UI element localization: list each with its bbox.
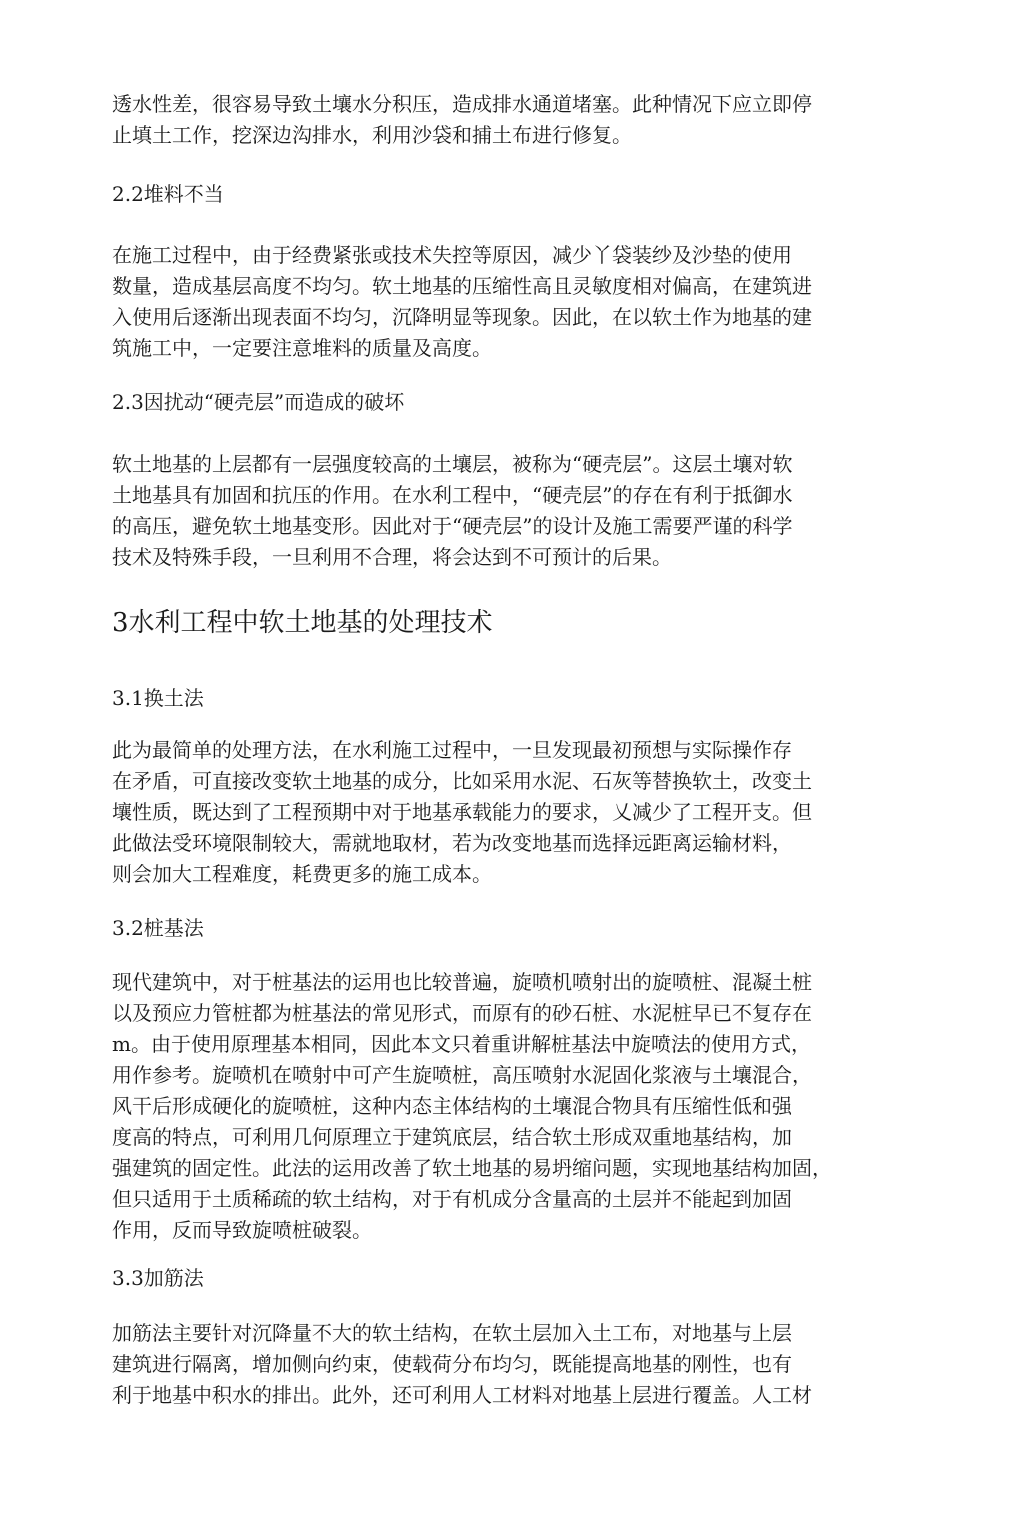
paragraph-line: 利于地基中积水的排出。此外，还可利用人工材料对地基上层进行覆盖。人工材	[112, 1383, 812, 1407]
paragraph-line: 作用，反而导致旋喷桩破裂。	[112, 1218, 372, 1242]
paragraph-2-2	[112, 240, 902, 364]
paragraph-line: 入使用后逐渐出现表面不均匀，沉降明显等现象。因此，在以软土作为地基的建	[112, 305, 812, 329]
paragraph-line: 风干后形成硬化的旋喷桩，这种内态主体结构的土壤混合物具有压缩性低和强	[112, 1094, 792, 1118]
paragraph-line: 在矛盾，可直接改变软土地基的成分，比如采用水泥、石灰等替换软土，改变土	[112, 769, 812, 793]
heading-section-3: 3水利工程中软土地基的处理技术	[112, 608, 493, 638]
paragraph-line: 建筑进行隔离，增加侧向约束，使载荷分布均匀，既能提高地基的刚性，也有	[112, 1352, 792, 1376]
heading-3-2: 3.2桩基法	[112, 916, 204, 940]
paragraph-line: 透水性差，很容易导致土壤水分积压，造成排水通道堵塞。此种情况下应立即停	[112, 92, 812, 116]
paragraph-line: 则会加大工程难度，耗费更多的施工成本。	[112, 862, 492, 886]
paragraph-line: 度高的特点，可利用几何原理立于建筑底层，结合软土形成双重地基结构，加	[112, 1125, 792, 1149]
paragraph-line: 现代建筑中，对于桩基法的运用也比较普遍，旋喷机喷射出的旋喷桩、混凝土桩	[112, 970, 812, 994]
paragraph-line: 此做法受环境限制较大，需就地取材，若为改变地基而选择远距离运输材料，	[112, 831, 792, 855]
paragraph-3-3	[112, 1318, 902, 1411]
paragraph-line: 以及预应力管桩都为桩基法的常见形式，而原有的砂石桩、水泥桩早已不复存在	[112, 1001, 812, 1025]
heading-2-2: 2.2堆料不当	[112, 182, 224, 206]
heading-2-3: 2.3因扰动“硬壳层”而造成的破坏	[112, 390, 405, 414]
paragraph-line: 的高压，避免软土地基变形。因此对于“硬壳层”的设计及施工需要严谨的科学	[112, 514, 793, 538]
heading-3-3: 3.3加筋法	[112, 1266, 204, 1290]
paragraph-3-1	[112, 735, 902, 890]
paragraph-line: 强建筑的固定性。此法的运用改善了软土地基的易坍缩问题，实现地基结构加固，	[112, 1156, 832, 1180]
heading-3-1: 3.1换土法	[112, 686, 204, 710]
paragraph-line: 技术及特殊手段，一旦利用不合理，将会达到不可预计的后果。	[112, 545, 672, 569]
paragraph-line: 数量，造成基层高度不均匀。软土地基的压缩性高且灵敏度相对偏高，在建筑进	[112, 274, 812, 298]
paragraph-line: 土地基具有加固和抗压的作用。在水利工程中，“硬壳层”的存在有利于抵御水	[112, 483, 793, 507]
paragraph-line: 软土地基的上层都有一层强度较高的土壤层，被称为“硬壳层”。这层土壤对软	[112, 452, 793, 476]
paragraph-line: 加筋法主要针对沉降量不大的软土结构，在软土层加入土工布，对地基与上层	[112, 1321, 792, 1345]
paragraph-drainage-repair	[112, 89, 902, 151]
paragraph-line: 用作参考。旋喷机在喷射中可产生旋喷桩，高压喷射水泥固化浆液与土壤混合，	[112, 1063, 812, 1087]
paragraph-line: 在施工过程中，由于经费紧张或技术失控等原因，减少丫袋装纱及沙垫的使用	[112, 243, 792, 267]
paragraph-2-3	[112, 449, 902, 573]
paragraph-line: 此为最简单的处理方法，在水利施工过程中，一旦发现最初预想与实际操作存	[112, 738, 792, 762]
paragraph-line: 壤性质，既达到了工程预期中对于地基承载能力的要求，乂减少了工程开支。但	[112, 800, 812, 824]
paragraph-line: 但只适用于土质稀疏的软土结构，对于有机成分含量高的土层并不能起到加固	[112, 1187, 792, 1211]
paragraph-line: 止填土工作，挖深边沟排水，利用沙袋和捕土布进行修复。	[112, 123, 632, 147]
paragraph-3-2	[112, 967, 902, 1246]
paragraph-line: m。由于使用原理基本相同，因此本文只着重讲解桩基法中旋喷法的使用方式，	[112, 1032, 811, 1056]
paragraph-line: 筑施工中，一定要注意堆料的质量及高度。	[112, 336, 492, 360]
